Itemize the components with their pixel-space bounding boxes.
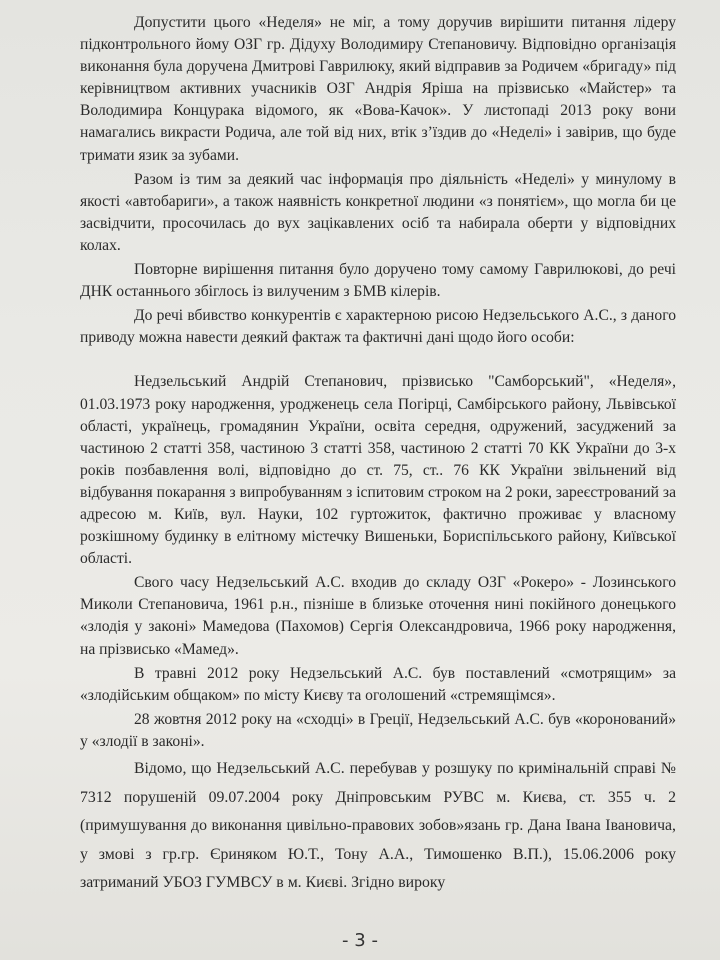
paragraph-2: Разом із тим за деякий час інформація про діяльність «Неделі» у минулому в якості «автобариги», а також наявність конкретної людини «з понятієм», що могла би це засвідчити, просочилась до вух зацікавлених осіб та набирала оберти у відповідних колах. [80,170,676,254]
page-number: - 3 - [342,930,378,951]
document-body [80,12,676,898]
paragraph-6: Свого часу Недзельський А.С. входив до складу ОЗГ «Рокеро» - Лозинського Миколи Степановича, 1961 р.н., пізніше в близьке оточення нині покійного донецького «злодія у законі» Мамедова (Пахомов) Сергія Олександровича, 1966 року народження, на прізвисько «Мамед». [80,574,676,658]
paragraph-9: Відомо, що Недзельський А.С. перебував у розшуку по кримінальній справі № 7312 порушеній 09.07.2004 року Дніпровським РУВС м. Києва, ст. 355 ч. 2 (примушування до виконання цивільно-правових зобов»язань гр. Дана Івана Івановича, у змові з гр.гр. Єриняком Ю.Т., Тону А.А., Тимошенко В.П.), 15.06.2006 року затриманий УБОЗ ГУМВСУ в м. Києві. Згідно вироку [80,760,676,892]
paragraph-8: 28 жовтня 2012 року на «сходці» в Греції, Недзельський А.С. був «коронований» у «злодії в законі». [80,710,676,750]
paragraph-5: Недзельський Андрій Степанович, прізвисько "Самборський", «Неделя», 01.03.1973 року народження, уродженець села Погірці, Самбірського району, Львівської області, українець, громадянин України, освіта середня, одружений, засуджений за частиною 2 статті 358, частиною 3 статті 358, частиною 2 статті 70 КК України до 3-х років позбавлення волі, відповідно до ст. 75, ст.. 76 КК України звільнений від відбування покарання з випробуванням з іспитовим строком на 2 роки, зареєстрований за адресою м. Київ, вул. Науки, 102 гуртожиток, фактично проживає у власному розкішному будинку в елітному містечку Вишеньки, Бориспільського району, Київської області. [80,373,676,568]
paragraph-3: Повторне вирішення питання було доручено тому самому Гаврилюкові, до речі ДНК останнього збіглось із вилученим з БМВ кілерів. [80,261,676,301]
paragraph-4: До речі вбивство конкурентів є характерною рисою Недзельського А.С., з даного приводу можна навести деякий фактаж та фактичні дані щодо його особи: [80,307,676,347]
paragraph-7: В травні 2012 року Недзельський А.С. був поставлений «смотрящим» за «злодійським общаком» по місту Києву та оголошений «стремящімся». [80,664,676,704]
paragraph-1: Допустити цього «Неделя» не міг, а тому доручив вирішити питання лідеру підконтрольного йому ОЗГ гр. Дідуху Володимиру Степановичу. Відповідно організація виконання була доручена Дмитрові Гаврилюку, який відправив за Родичем «бригаду» під керівництвом активних учасників ОЗГ Андрія Яріша на прізвисько «Майстер» та Володимира Концурака відомого, як «Вова-Качок». У листопаді 2013 року вони намагались викрасти Родича, але той від них, втік з’їздив до «Неделі» і завірив, що буде тримати язик за зубами. [80,14,676,164]
